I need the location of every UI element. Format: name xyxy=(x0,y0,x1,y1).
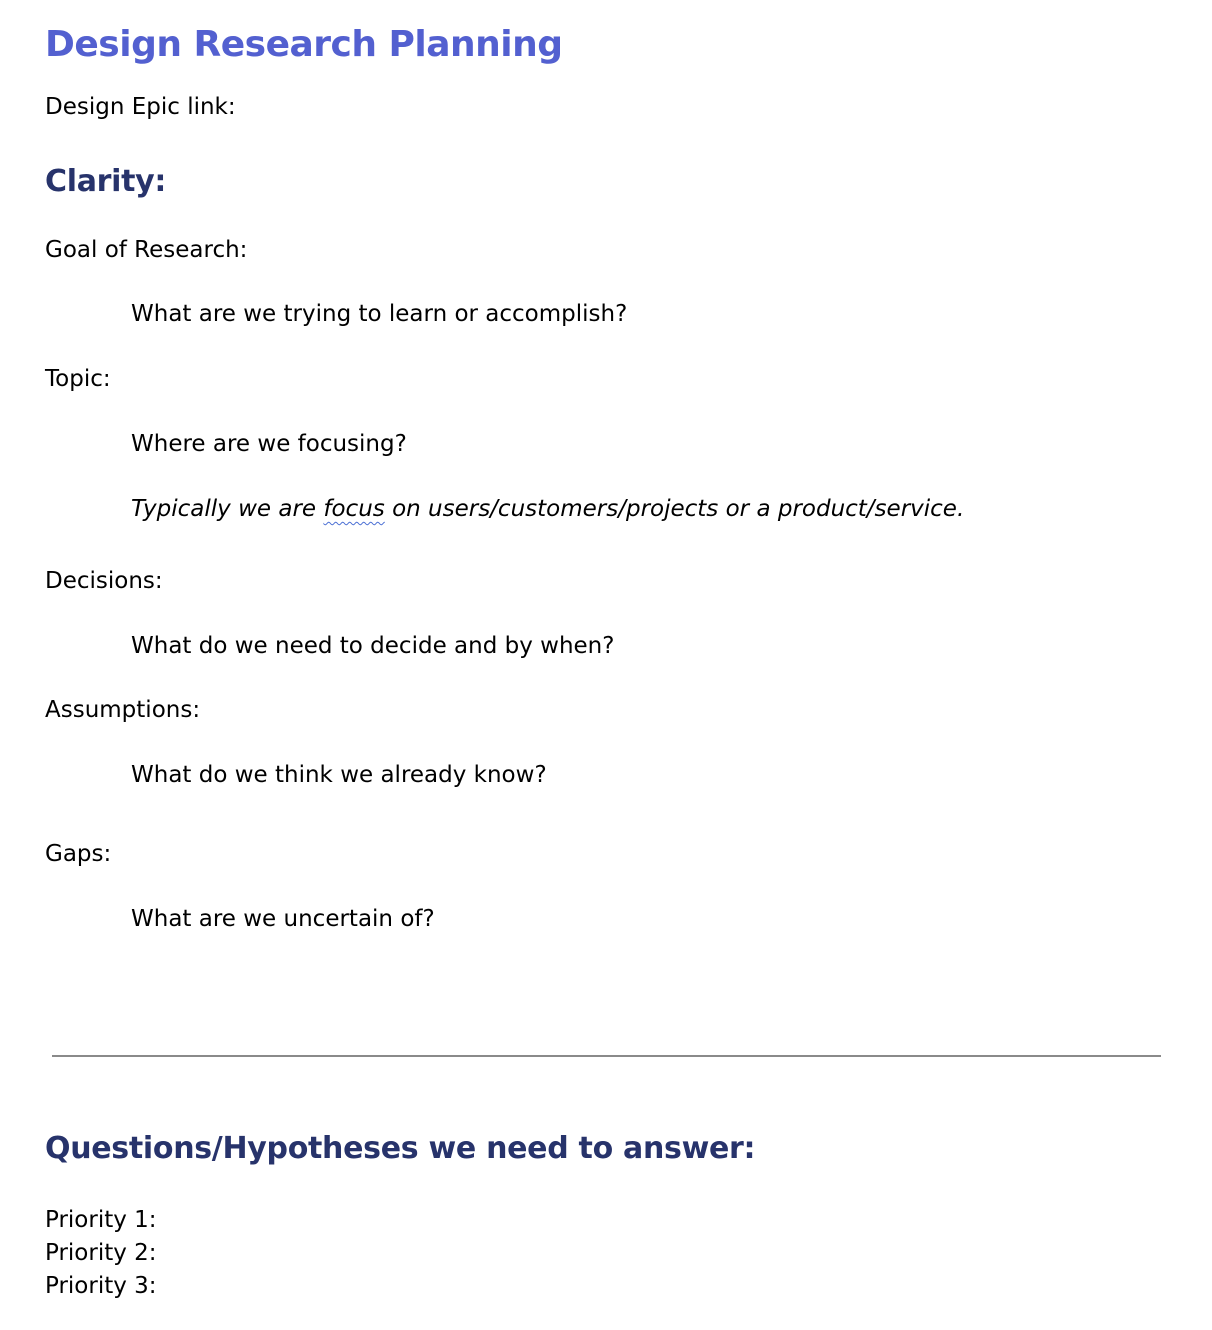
goal-label: Goal of Research: xyxy=(45,237,248,263)
document-title: Design Research Planning xyxy=(45,24,563,65)
topic-prompt: Where are we focusing? xyxy=(131,431,407,457)
gaps-label: Gaps: xyxy=(45,841,112,867)
decisions-prompt: What do we need to decide and by when? xyxy=(131,633,615,659)
topic-note-before: Typically we are xyxy=(131,496,324,522)
goal-prompt: What are we trying to learn or accomplish? xyxy=(131,301,628,327)
clarity-heading: Clarity: xyxy=(45,164,167,199)
horizontal-divider xyxy=(52,1055,1161,1057)
priority-1-label: Priority 1: xyxy=(45,1207,157,1233)
questions-heading: Questions/Hypotheses we need to answer: xyxy=(45,1131,756,1166)
priority-3-label: Priority 3: xyxy=(45,1273,157,1299)
gaps-prompt: What are we uncertain of? xyxy=(131,906,435,932)
topic-note xyxy=(131,496,964,522)
spellcheck-flagged-word[interactable]: focus xyxy=(323,496,385,522)
decisions-label: Decisions: xyxy=(45,568,163,594)
epic-link-label: Design Epic link: xyxy=(45,94,236,120)
topic-label: Topic: xyxy=(45,366,111,392)
assumptions-prompt: What do we think we already know? xyxy=(131,762,547,788)
topic-note-after: on users/customers/projects or a product/service. xyxy=(384,496,965,522)
priority-2-label: Priority 2: xyxy=(45,1240,157,1266)
assumptions-label: Assumptions: xyxy=(45,697,201,723)
